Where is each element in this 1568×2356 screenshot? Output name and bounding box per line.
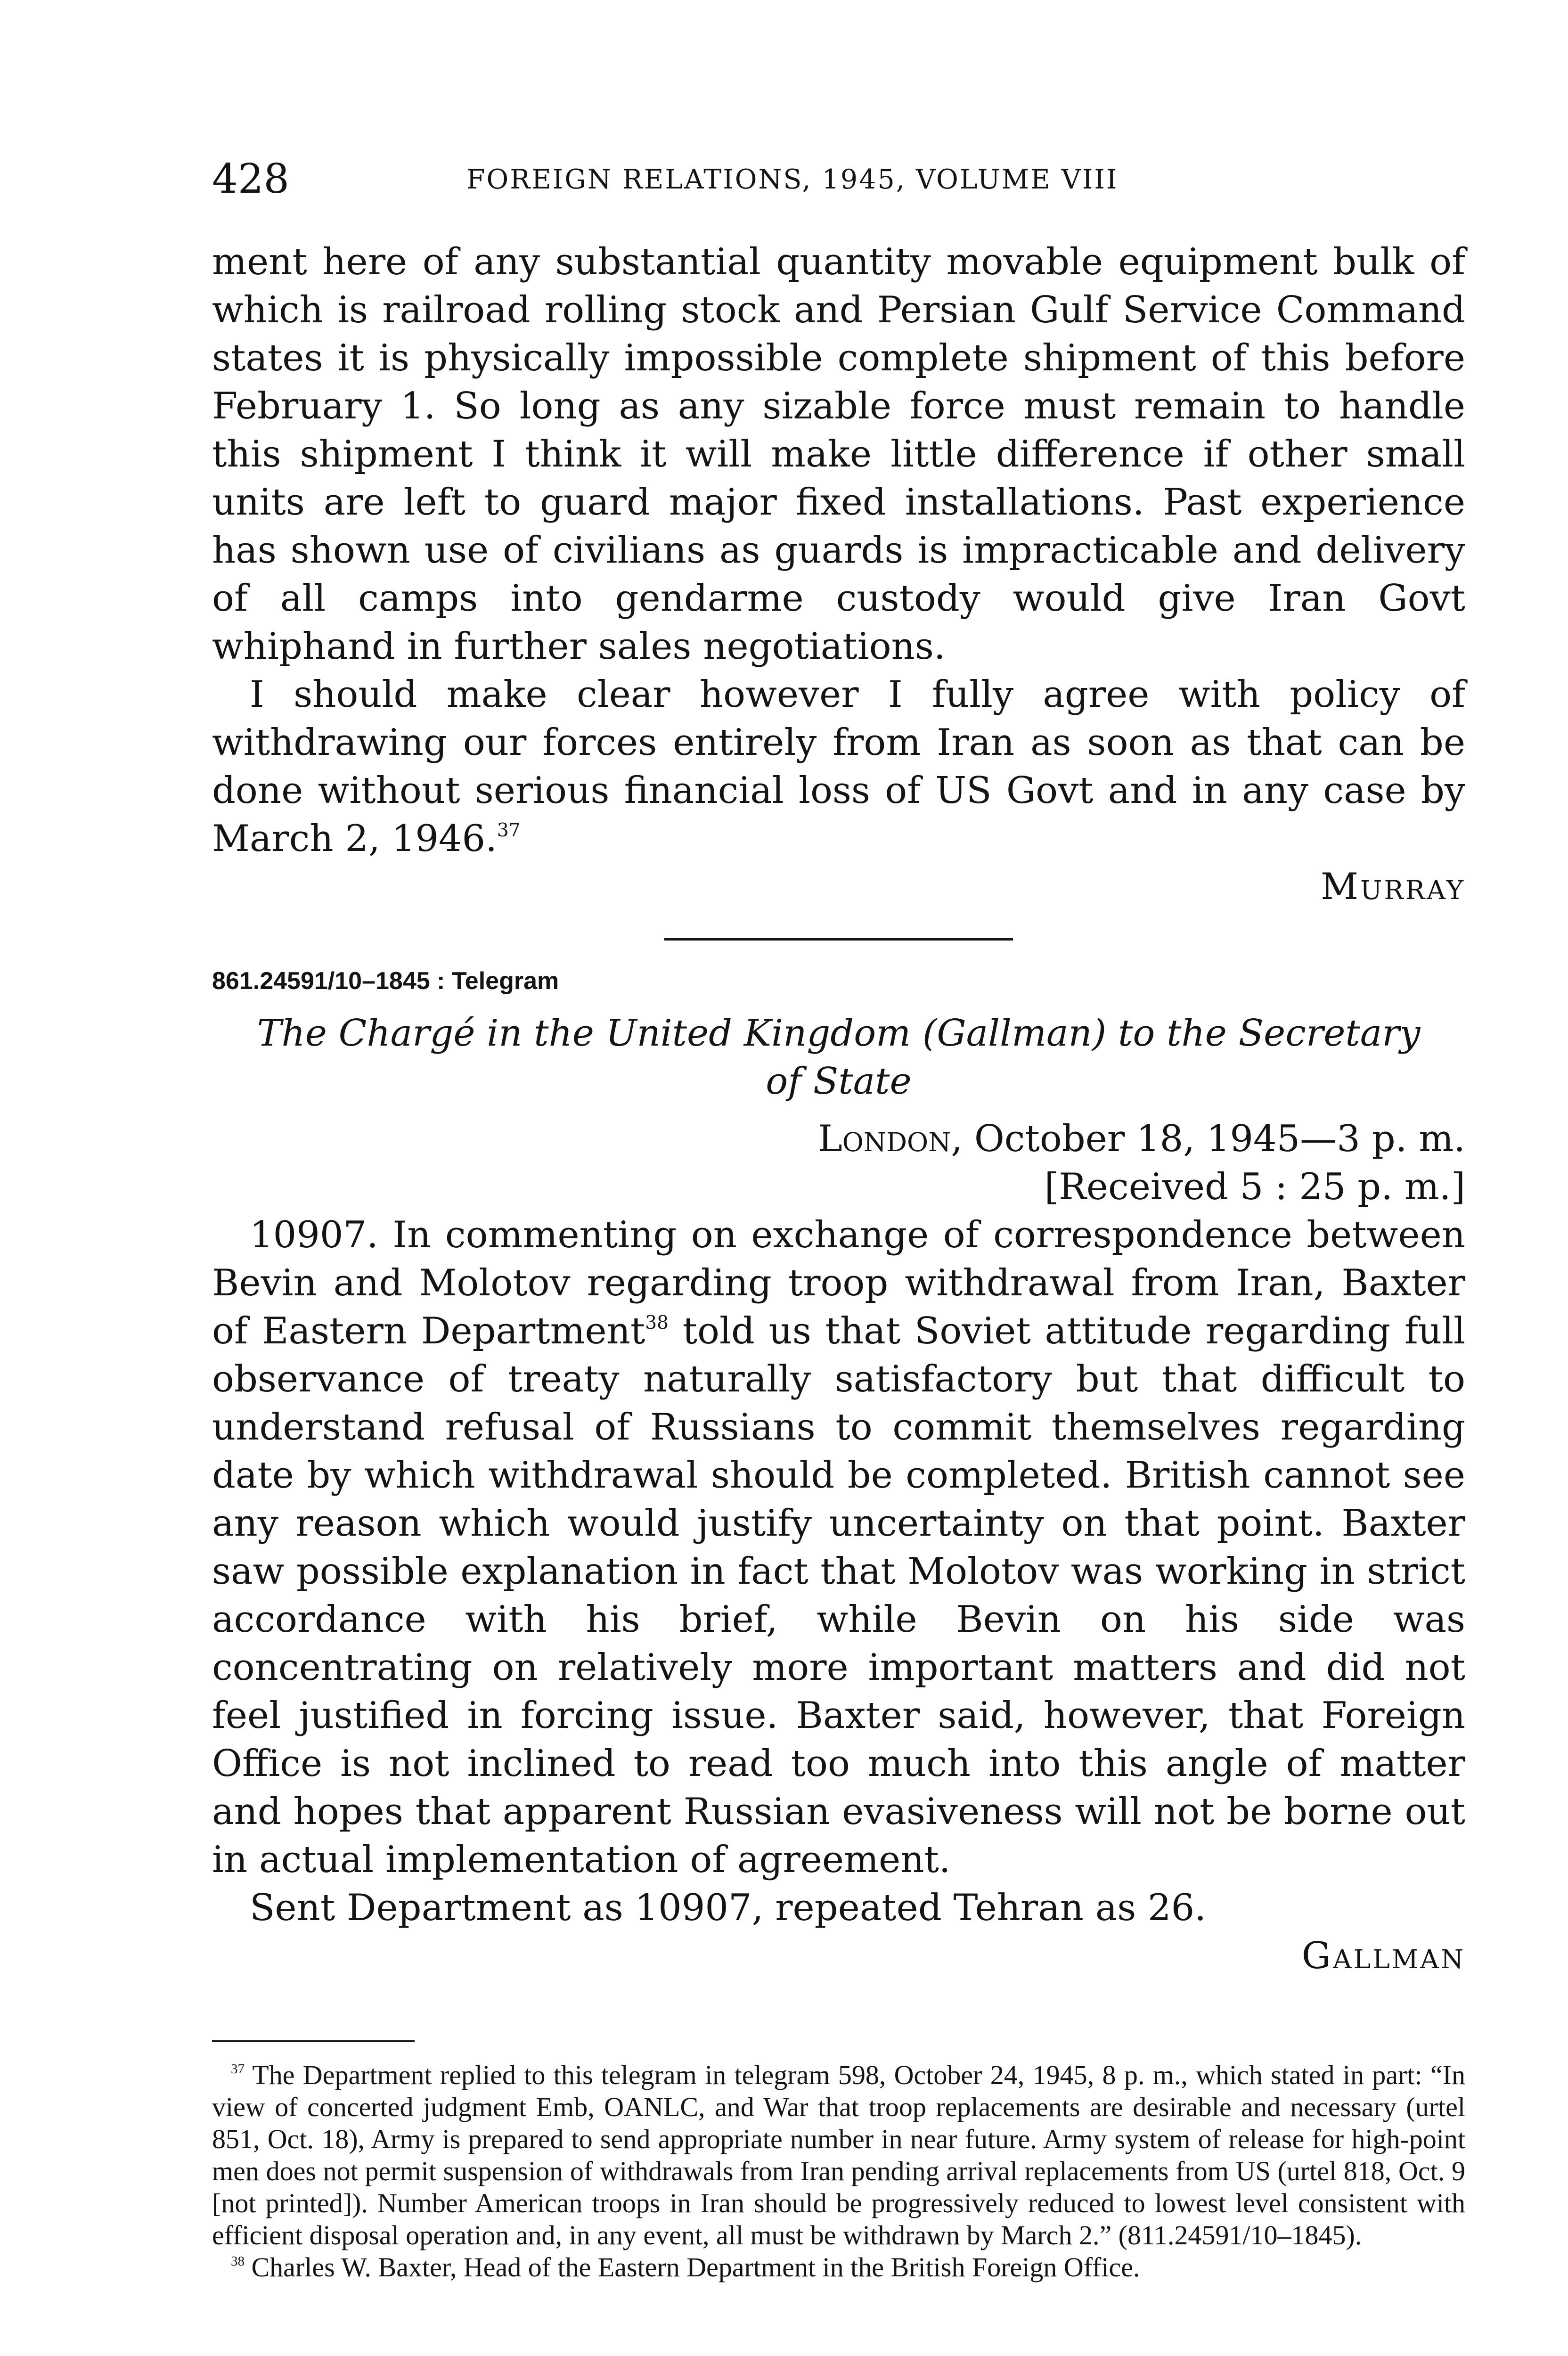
page-body <box>212 238 1465 1980</box>
closing-paragraph-text: I should make clear however I fully agree with policy of withdrawing our forces entirely from Iran as soon as that can be done without serious financial loss of US Govt and in any case by March 2, 1946. <box>212 673 1465 860</box>
continued-paragraph: ment here of any substantial quantity movable equipment bulk of which is railroad rolling stock and Persian Gulf Service Command states it is physically impossible complete shipment of this before February 1. So long as any sizable force must remain to handle this shipment I think it will make little difference if other small units are left to guard major fixed installations. Past experience has shown use of civilians as guards is impracticable and delivery of all camps into gendarme custody would give Iran Govt whiphand in further sales negotiations. <box>212 241 1465 668</box>
closing-paragraph <box>212 671 1465 863</box>
footnote-mark: 38 <box>231 2253 245 2269</box>
section-divider <box>664 938 1013 941</box>
footnote-ref-38: 38 <box>645 1312 669 1333</box>
footnote-text: The Department replied to this telegram in telegram 598, October 24, 1945, 8 p. m., which stated in part: “In view of concerted judgment Emb, OANLC, and War that troop replacements are desirable and necessary (urtel 851, Oct. 18), Army is prepared to send appropriate number in near future. Army system of release for high-point men does not permit suspension of withdrawals from Iran pending arrival replacements from US (urtel 818, Oct. 9 [not printed]). Number American troops in Iran should be progressively reduced to lowest level consistent with efficient disposal operation and, in any event, all must be withdrawn by March 2.” (811.24591/10–1845). <box>212 2060 1465 2250</box>
telegram-text-a: 10907. In commenting on exchange of correspondence between Bevin and Molotov regarding troop withdrawal from Iran, Baxter of Eastern Department <box>212 1214 1465 1352</box>
dateline-block <box>212 1115 1465 1211</box>
running-title: FOREIGN RELATIONS, 1945, VOLUME VIII <box>466 164 1119 195</box>
footnotes <box>212 2059 1465 2283</box>
heading-line-1: The Chargé in the United Kingdom (Gallman) to the Secretary <box>257 1012 1421 1055</box>
signature-murray: Murray <box>1321 866 1465 908</box>
place: London <box>817 1118 951 1160</box>
footnote-rule <box>212 2040 415 2042</box>
dateline <box>212 1115 1465 1163</box>
footnote-37 <box>212 2059 1465 2251</box>
document-heading <box>212 1009 1465 1105</box>
footnote-38 <box>212 2251 1465 2283</box>
signature-gallman: Gallman <box>1301 1935 1465 1977</box>
file-reference: 861.24591/10–1845 : Telegram <box>212 967 559 995</box>
footnote-mark: 37 <box>231 2061 245 2077</box>
telegram-paragraph <box>212 1211 1465 1884</box>
telegram-text-b: told us that Soviet attitude regarding full observance of treaty naturally satisfactory but that difficult to understand refusal of Russians to commit themselves regarding date by which withdrawal should be completed. British cannot see any reason which would justify uncertainty on that point. Baxter saw possible explanation in fact that Molotov was working in strict accordance with his brief, while Bevin on his side was concentrating on relatively more important matters and did not feel justified in forcing issue. Baxter said, however, that Foreign Office is not inclined to read too much into this angle of matter and hopes that apparent Russian evasiveness will not be borne out in actual implementation of agreement. <box>212 1310 1465 1881</box>
page-header <box>212 155 1465 203</box>
date-time: , October 18, 1945—3 p. m. <box>951 1118 1465 1160</box>
footnote-text: Charles W. Baxter, Head of the Eastern Department in the British Foreign Office. <box>251 2252 1140 2282</box>
received-time: [Received 5 : 25 p. m.] <box>1044 1166 1465 1208</box>
footnote-ref-37: 37 <box>497 819 521 841</box>
sent-line: Sent Department as 10907, repeated Tehran as 26. <box>250 1887 1207 1929</box>
heading-line-2: of State <box>766 1060 912 1103</box>
page-number: 428 <box>212 155 290 203</box>
